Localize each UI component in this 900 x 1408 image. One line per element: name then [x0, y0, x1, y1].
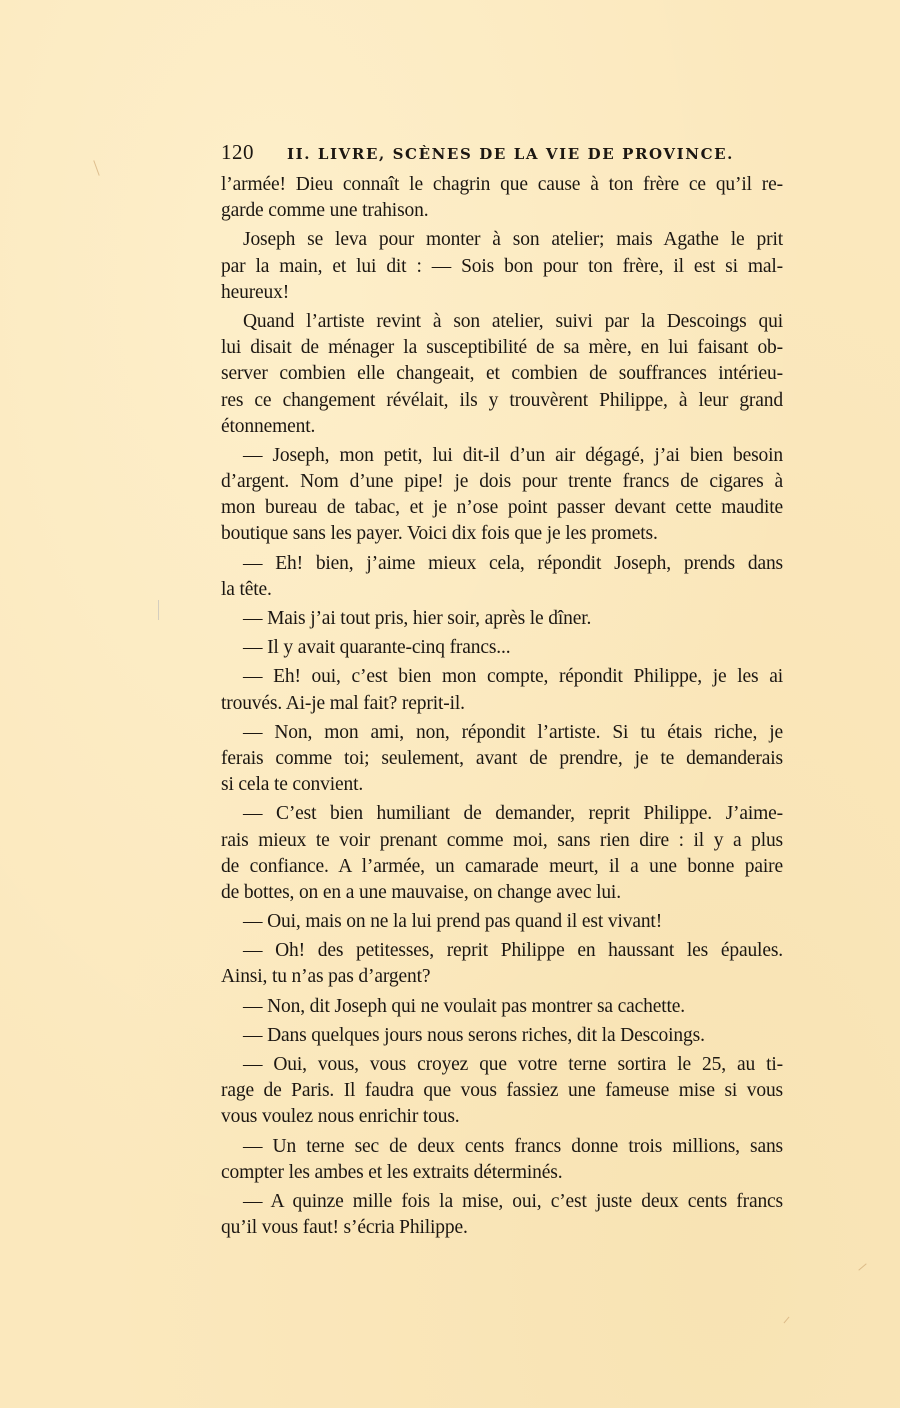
- paragraph: [221, 938, 783, 990]
- text-line: la tête.: [221, 578, 272, 600]
- paragraph: [221, 172, 783, 224]
- text-line: heureux!: [221, 281, 290, 303]
- paper-fiber: [158, 600, 159, 620]
- text-line: — Oui, mais on ne la lui prend pas quand il est vivant!: [243, 911, 663, 933]
- body-text: [221, 172, 783, 1241]
- running-head: II. LIVRE, SCÈNES DE LA VIE DE PROVINCE.: [287, 145, 734, 163]
- text-line: — Oh! des petitesses, reprit Philippe en haussant les épaules.: [243, 940, 783, 962]
- paragraph: [221, 994, 783, 1020]
- text-line: lui disait de ménager la susceptibilité de sa mère, en lui faisant ob-: [221, 337, 783, 359]
- paragraph: [221, 909, 783, 935]
- text-line: — Eh! oui, c’est bien mon compte, répondit Philippe, je les ai: [243, 666, 783, 688]
- text-line: compter les ambes et les extraits déterminés.: [221, 1161, 563, 1183]
- text-line: étonnement.: [221, 415, 316, 437]
- text-line: garde comme une trahison.: [221, 200, 429, 222]
- text-line: — A quinze mille fois la mise, oui, c’est juste deux cents francs: [243, 1190, 783, 1212]
- text-line: ferais comme toi; seulement, avant de prendre, je te demanderais: [221, 747, 783, 769]
- paragraph: [221, 551, 783, 603]
- paper-fiber: [858, 1263, 866, 1270]
- text-line: l’armée! Dieu connaît le chagrin que cause à ton frère ce qu’il re-: [221, 174, 783, 195]
- text-line: de bottes, on en a une mauvaise, on change avec lui.: [221, 881, 621, 903]
- paragraph: [221, 635, 783, 661]
- text-line: Ainsi, tu n’as pas d’argent?: [221, 966, 431, 988]
- paragraph: [221, 227, 783, 306]
- paragraph: [221, 309, 783, 440]
- text-line: Quand l’artiste revint à son atelier, suivi par la Descoings qui: [243, 310, 783, 332]
- paragraph: [221, 1134, 783, 1186]
- text-line: — Non, mon ami, non, répondit l’artiste. Si tu étais riche, je: [243, 721, 783, 743]
- paper-fiber: [784, 1317, 790, 1324]
- text-line: — Oui, vous, vous croyez que votre terne sortira le 25, au ti-: [243, 1054, 783, 1075]
- text-line: rais mieux te voir prenant comme moi, sans rien dire : il y a plus: [221, 829, 783, 851]
- paragraph: [221, 1189, 783, 1241]
- text-line: — Joseph, mon petit, lui dit-il d’un air dégagé, j’ai bien besoin: [243, 444, 783, 466]
- text-line: si cela te convient.: [221, 774, 364, 796]
- paragraph: [221, 443, 783, 548]
- text-line: d’argent. Nom d’une pipe! je dois pour trente francs de cigares à: [221, 471, 783, 493]
- text-line: boutique sans les payer. Voici dix fois que je les promets.: [221, 523, 658, 545]
- text-line: trouvés. Ai-je mal fait? reprit-il.: [221, 692, 465, 714]
- text-line: — Eh! bien, j’aime mieux cela, répondit Joseph, prends dans: [243, 552, 783, 574]
- paragraph: [221, 606, 783, 632]
- paragraph: [221, 801, 783, 906]
- text-line: — C’est bien humiliant de demander, reprit Philippe. J’aime-: [243, 803, 783, 825]
- paragraph: [221, 720, 783, 799]
- text-line: qu’il vous faut! s’écria Philippe.: [221, 1217, 468, 1239]
- paper-fiber: [93, 160, 99, 175]
- paragraph: [221, 1052, 783, 1131]
- text-line: de confiance. A l’armée, un camarade meurt, il a une bonne paire: [221, 855, 783, 877]
- paragraph: [221, 664, 783, 716]
- text-line: Joseph se leva pour monter à son atelier; mais Agathe le prit: [243, 229, 783, 251]
- text-line: — Dans quelques jours nous serons riches, dit la Descoings.: [243, 1024, 705, 1046]
- text-line: vous voulez nous enrichir tous.: [221, 1106, 460, 1128]
- text-line: res ce changement révélait, ils y trouvèrent Philippe, à leur grand: [221, 389, 783, 411]
- text-line: — Un terne sec de deux cents francs donne trois millions, sans: [243, 1135, 783, 1157]
- text-line: par la main, et lui dit : — Sois bon pour ton frère, il est si mal-: [221, 255, 783, 277]
- page-number: 120: [221, 140, 254, 164]
- text-line: mon bureau de tabac, et je n’ose point passer devant cette maudite: [221, 497, 783, 519]
- text-line: — Non, dit Joseph qui ne voulait pas montrer sa cachette.: [243, 995, 686, 1017]
- text-line: rage de Paris. Il faudra que vous fassiez une fameuse mise si vous: [221, 1080, 783, 1102]
- text-line: — Mais j’ai tout pris, hier soir, après le dîner.: [243, 608, 592, 629]
- paragraph: [221, 1023, 783, 1049]
- text-line: server combien elle changeait, et combien de souffrances intérieu-: [221, 363, 783, 385]
- page-header: [221, 140, 786, 165]
- text-line: — Il y avait quarante-cinq francs...: [243, 637, 511, 659]
